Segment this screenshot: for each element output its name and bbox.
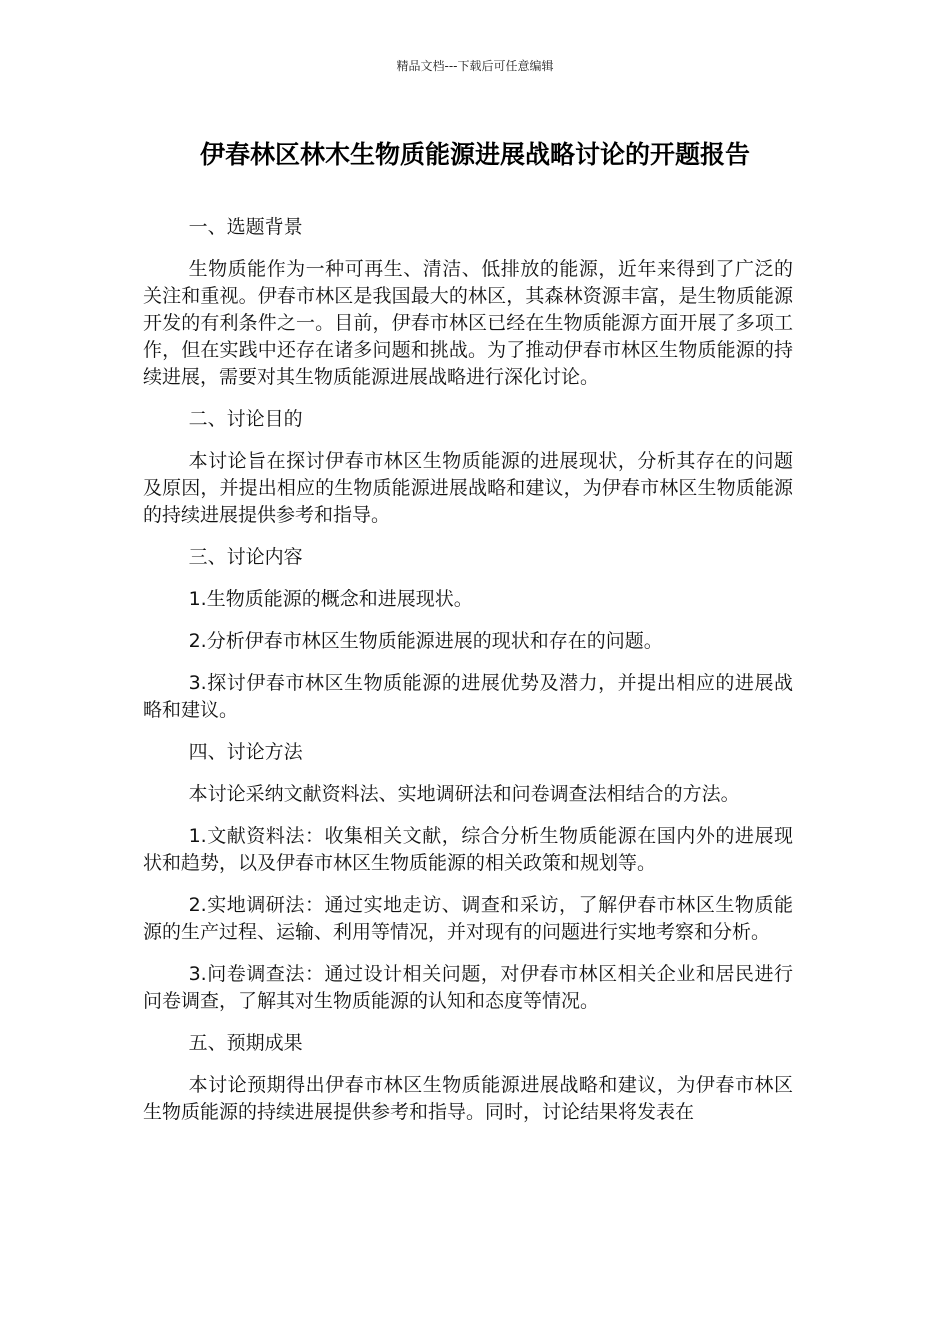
section-heading-purpose: 二、讨论目的	[188, 408, 303, 430]
document-title: 伊春林区林木生物质能源进展战略讨论的开题报告	[199, 140, 750, 169]
document-body	[143, 214, 793, 1141]
list-item-content-3: 3.探讨伊春市林区生物质能源的进展优势及潜力，并提出相应的进展战略和建议。	[143, 672, 793, 721]
section-heading-methods: 四、讨论方法	[188, 741, 303, 763]
paragraph-outcomes: 本讨论预期得出伊春市林区生物质能源进展战略和建议，为伊春市林区生物质能源的持续进展提供参考和指导。同时，讨论结果将发表在	[143, 1074, 793, 1123]
section-heading-content: 三、讨论内容	[188, 546, 303, 568]
section-heading-outcomes: 五、预期成果	[188, 1032, 303, 1054]
section-heading-background: 一、选题背景	[188, 216, 303, 238]
paragraph-background: 生物质能作为一种可再生、清洁、低排放的能源，近年来得到了广泛的关注和重视。伊春市林区是我国最大的林区，其森林资源丰富，是生物质能源开发的有利条件之一。目前，伊春市林区已经在生物质能源方面开展了多项工作，但在实践中还存在诸多问题和挑战。为了推动伊春市林区生物质能源的持续进展，需要对其生物质能源进展战略进行深化讨论。	[143, 258, 793, 388]
list-item-method-1: 1.文献资料法：收集相关文献，综合分析生物质能源在国内外的进展现状和趋势，以及伊春市林区生物质能源的相关政策和规划等。	[143, 825, 793, 874]
list-item-content-2: 2.分析伊春市林区生物质能源进展的现状和存在的问题。	[188, 630, 663, 652]
header-note: 精品文档---下载后可任意编辑	[396, 59, 554, 73]
list-item-content-1: 1.生物质能源的概念和进展现状。	[188, 588, 473, 610]
list-item-method-3: 3.问卷调查法：通过设计相关问题，对伊春市林区相关企业和居民进行问卷调查，了解其对生物质能源的认知和态度等情况。	[143, 963, 793, 1012]
list-item-method-2: 2.实地调研法：通过实地走访、调查和采访，了解伊春市林区生物质能源的生产过程、运输、利用等情况，并对现有的问题进行实地考察和分析。	[143, 894, 793, 943]
paragraph-purpose: 本讨论旨在探讨伊春市林区生物质能源的进展现状，分析其存在的问题及原因，并提出相应的生物质能源进展战略和建议，为伊春市林区生物质能源的持续进展提供参考和指导。	[143, 450, 793, 526]
paragraph-methods-intro: 本讨论采纳文献资料法、实地调研法和问卷调查法相结合的方法。	[188, 783, 740, 805]
